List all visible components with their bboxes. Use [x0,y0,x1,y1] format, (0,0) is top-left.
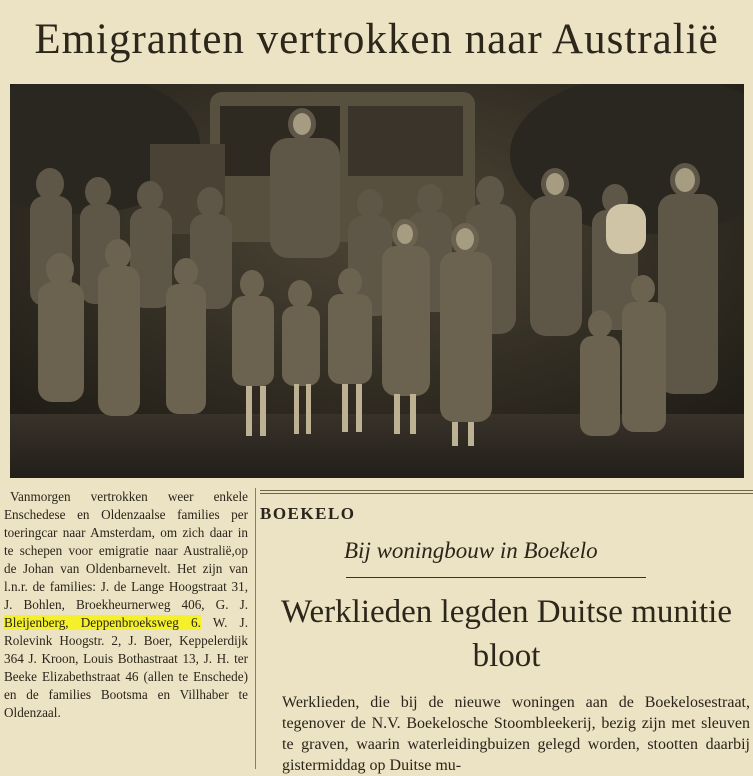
photo-caption [4,488,248,769]
place-label: BOEKELO [260,504,356,523]
sub-headline: Bij woningbouw in Boekelo [344,538,598,563]
sidebar-article [260,490,753,774]
sub-headline-rule [346,577,646,578]
top-rule-2 [260,493,753,494]
caption-text-end: W. J. Rolevink Hoogstr. 2, J. Boer, Keppelerdijk 364 J. Kroon, Louis Bothastraat 13, J. H. ter Beeke Elizabethstraat 46 (allen te Enschede) en de families Bootsma en Villhaber te Oldenzaal. [4,615,248,720]
caption-text-start: Vanmorgen vertrokken weer enkele Enschedese en Oldenzaalse families per toeringcar naar Amsterdam, om zich daar in te schepen voor emigratie naar Australië,op de Johan van Oldenbarnevelt. Het zijn van l.n.r. de families: J. de Lange Hoogstraat 31, J. Bohlen, Broekheurnerweg 406, G. J. [4,489,248,612]
top-rule [260,490,753,491]
article-headline: Emigranten vertrokken naar Australië [34,15,719,63]
column-divider [255,488,256,769]
group-photo [10,84,744,478]
sidebar-body-paragraph: Werklieden, die bij de nieuwe woningen aan de Boekelosestraat, tegenover de N.V. Boekelosche Stoombleekerij, bezig zijn met sleuven te graven, waarin waterleidingbuizen gelegd worden, stootten daarbij gistermiddag op Duitse mu- [282,694,750,774]
sidebar-body [282,692,750,776]
photo-caption-text [4,488,248,722]
sidebar-headline: Werklieden legden Duitse munitie bloot [281,594,732,674]
group-photo-image [10,84,744,478]
highlighted-name: Bleijenberg, Deppenbroeksweg 6. [4,615,201,630]
